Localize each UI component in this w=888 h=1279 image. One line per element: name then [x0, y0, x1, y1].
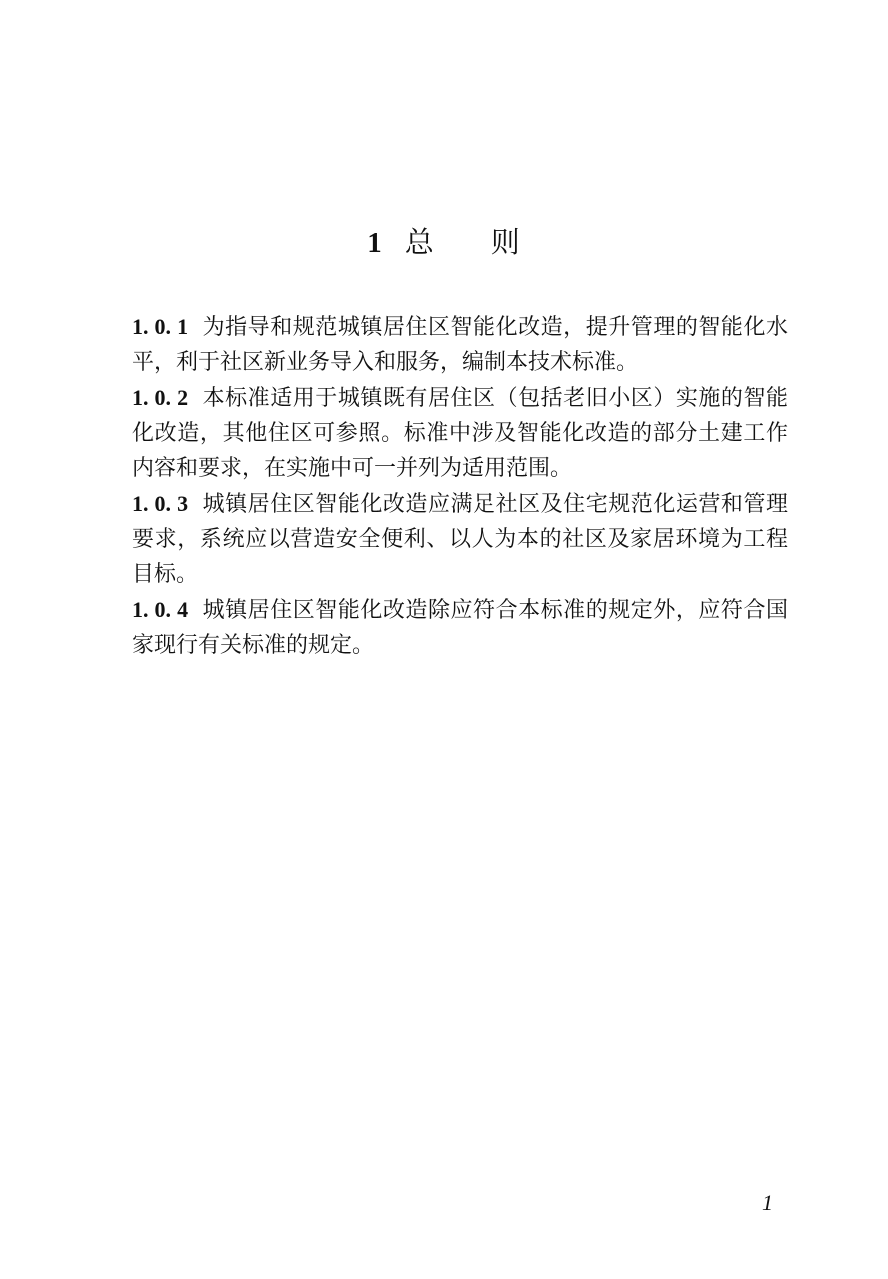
clause-number: 1. 0. 2: [132, 385, 189, 410]
clause-number: 1. 0. 4: [132, 597, 189, 622]
clause-1-0-4: [132, 592, 788, 663]
clause-text: 本标准适用于城镇既有居住区（包括老旧小区）实施的智能化改造，其他住区可参照。标准中涉及智能化改造的部分土建工作内容和要求，在实施中可一并列为适用范围。: [132, 386, 788, 481]
clause-text: 城镇居住区智能化改造应满足社区及住宅规范化运营和管理要求，系统应以营造安全便利、以人为本的社区及家居环境为工程目标。: [132, 492, 788, 587]
clause-1-0-2: [132, 380, 788, 486]
clause-list: [132, 309, 788, 663]
page-number: 1: [762, 1190, 773, 1215]
chapter-title: [0, 222, 888, 263]
clause-number: 1. 0. 3: [132, 491, 189, 516]
clause-1-0-1: [132, 309, 788, 380]
chapter-title-part2: 则: [490, 225, 521, 259]
clause-text: 城镇居住区智能化改造除应符合本标准的规定外，应符合国家现行有关标准的规定。: [132, 598, 788, 658]
clause-number: 1. 0. 1: [132, 314, 189, 339]
chapter-number: 1: [367, 227, 383, 259]
chapter-title-part1: 总: [404, 225, 435, 259]
clause-text: 为指导和规范城镇居住区智能化改造，提升管理的智能化水平，利于社区新业务导入和服务，编制本技术标准。: [132, 315, 788, 375]
clause-1-0-3: [132, 486, 788, 592]
